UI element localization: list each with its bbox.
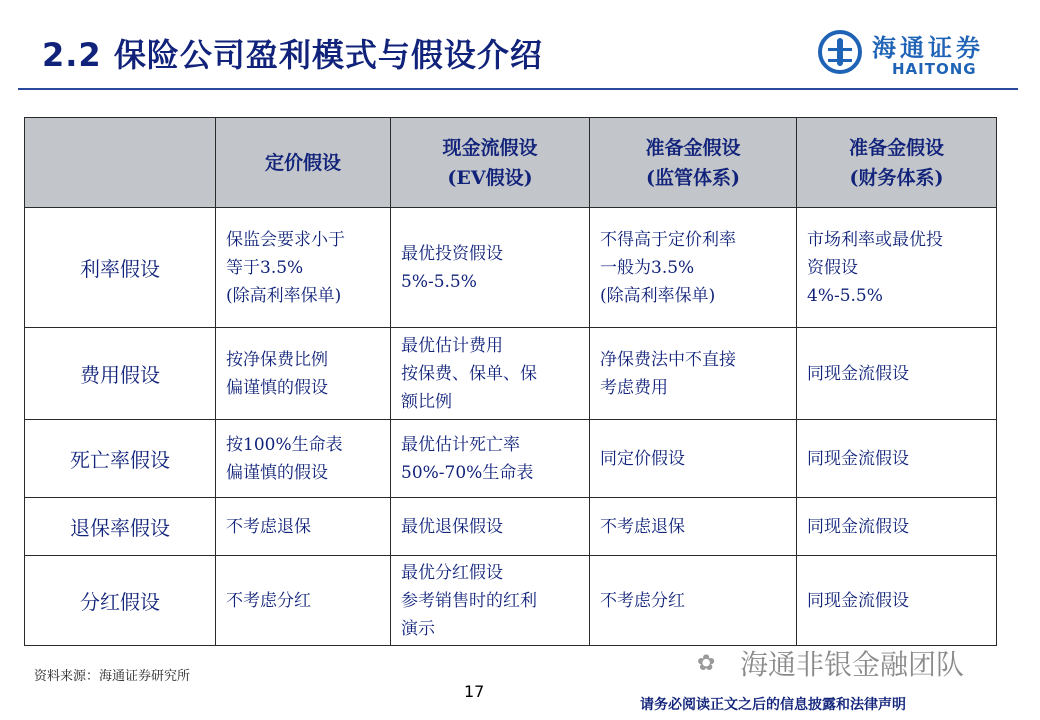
- table-header-row: [25, 118, 997, 208]
- header-cashflow: 现金流假设 (EV假设): [391, 118, 590, 208]
- source-note: 资料来源：海通证券研究所: [34, 669, 191, 684]
- header-pricing: 定价假设: [216, 118, 391, 208]
- table-cell: 最优投资假设 5%-5.5%: [391, 208, 590, 328]
- haitong-logo-icon: [818, 30, 862, 74]
- title-divider: [18, 88, 1018, 90]
- table-row: [25, 498, 997, 556]
- table-cell: 最优估计费用 按保费、保单、保 额比例: [391, 328, 590, 420]
- table-cell: 不考虑分红: [216, 556, 391, 646]
- table-cell: 不考虑退保: [590, 498, 797, 556]
- page-number: 17: [464, 682, 485, 701]
- table-row: [25, 556, 997, 646]
- logo-text-cn: 海通证券: [872, 33, 984, 62]
- row-label: 分红假设: [25, 556, 216, 646]
- row-label: 费用假设: [25, 328, 216, 420]
- table-row: [25, 208, 997, 328]
- table-cell: 同现金流假设: [797, 498, 997, 556]
- table-cell: 同现金流假设: [797, 328, 997, 420]
- watermark-text: 海通非银金融团队: [740, 648, 965, 681]
- disclaimer-text: 请务必阅读正文之后的信息披露和法律声明: [640, 697, 906, 713]
- table-cell: 按100%生命表 偏谨慎的假设: [216, 420, 391, 498]
- table-cell: 市场利率或最优投 资假设 4%-5.5%: [797, 208, 997, 328]
- table-cell: 不得高于定价利率 一般为3.5% (除高利率保单): [590, 208, 797, 328]
- header-corner: [25, 118, 216, 208]
- haitong-logo: [818, 28, 1018, 84]
- row-label: 退保率假设: [25, 498, 216, 556]
- row-label: 利率假设: [25, 208, 216, 328]
- table-cell: 不考虑退保: [216, 498, 391, 556]
- row-label: 死亡率假设: [25, 420, 216, 498]
- table-row: [25, 328, 997, 420]
- header-reserve-financial: 准备金假设 (财务体系): [797, 118, 997, 208]
- header-reserve-regulatory: 准备金假设 (监管体系): [590, 118, 797, 208]
- logo-text-en: HAITONG: [892, 60, 977, 78]
- table-cell: 最优退保假设: [391, 498, 590, 556]
- assumption-table: [24, 117, 997, 646]
- table-cell: 净保费法中不直接 考虑费用: [590, 328, 797, 420]
- wechat-icon: ✿: [697, 651, 716, 676]
- table-row: [25, 420, 997, 498]
- table-cell: 同定价假设: [590, 420, 797, 498]
- table-cell: 同现金流假设: [797, 420, 997, 498]
- table-cell: 最优分红假设 参考销售时的红利 演示: [391, 556, 590, 646]
- table-cell: 最优估计死亡率 50%-70%生命表: [391, 420, 590, 498]
- table-cell: 不考虑分红: [590, 556, 797, 646]
- table-cell: 按净保费比例 偏谨慎的假设: [216, 328, 391, 420]
- table-cell: 同现金流假设: [797, 556, 997, 646]
- page-title: 2.2 保险公司盈利模式与假设介绍: [42, 36, 543, 74]
- table-cell: 保监会要求小于 等于3.5% (除高利率保单): [216, 208, 391, 328]
